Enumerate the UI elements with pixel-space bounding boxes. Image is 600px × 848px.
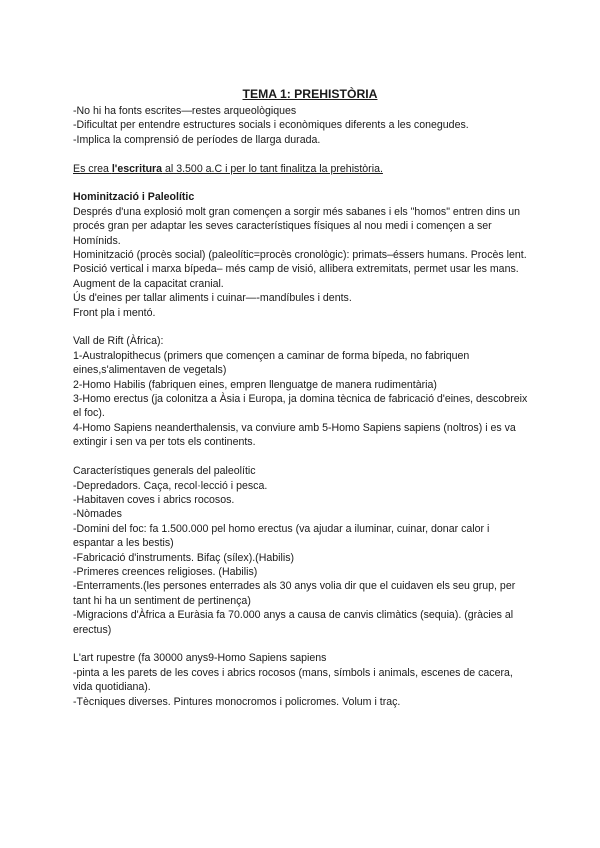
- list-item: -Nòmades: [73, 508, 122, 521]
- section-heading-hominization: Hominització i Paleolític: [73, 191, 195, 204]
- intro-line: -Dificultat per entendre estructures socials i econòmiques diferents a les conegudes.: [73, 119, 469, 132]
- section-heading-rift: Vall de Rift (Àfrica):: [73, 335, 164, 348]
- spacer: [73, 176, 533, 190]
- spacer: [73, 147, 533, 161]
- list-item: 4-Homo Sapiens neanderthalensis, va conviure amb 5-Homo Sapiens sapiens (noltros) i es va extingir i sen va per tots els continents.: [73, 421, 516, 449]
- paragraph: Hominització (procès social) (paleolític=procès cronològic): primats–éssers humans. Procès lent.: [73, 249, 527, 262]
- list-item: -Enterraments.(les persones enterrades als 30 anys volia dir que el cuidaven els seu grup, per tant hi ha un sentiment de pertinença): [73, 580, 516, 607]
- page-title: TEMA 1: PREHISTÒRIA: [242, 87, 378, 101]
- spacer: [73, 450, 533, 464]
- list-item: 2-Homo Habilis (fabriquen eines, empren llenguatge de manera rudimentària): [73, 378, 437, 391]
- writing-before: Es crea: [73, 162, 112, 175]
- intro-line: -No hi ha fonts escrites—restes arqueològiques: [73, 105, 297, 117]
- section-heading-art: L'art rupestre (fa 30000 anys9-Homo Sapiens sapiens: [73, 652, 327, 665]
- paragraph: Després d'una explosió molt gran començen a sorgir més sabanes i els "homos" entren dins un procés gran per adaptar les seves característiques físiques al nou medi i començen a ser Homínids.: [73, 205, 521, 247]
- document-page: [73, 86, 533, 709]
- spacer: [73, 320, 533, 334]
- list-item: -Migracions d'Àfrica a Euràsia fa 70.000 anys a causa de canvis climàtics (sequia). (gràcies al erectus): [73, 609, 514, 636]
- section-heading-paleolithic: Característiques generals del paleolític: [73, 465, 256, 478]
- paragraph: Posició vertical i marxa bípeda– més camp de visió, allibera extremitats, permet usar les mans. Augment de la capacitat cranial.: [73, 263, 519, 290]
- spacer: [73, 637, 533, 651]
- writing-sentence: [73, 162, 533, 176]
- list-item: 3-Homo erectus (ja colonitza a Àsia i Europa, ja domina tècnica de fabricació d'eines, descobreix el foc).: [73, 393, 528, 420]
- list-item: 1-Australopithecus (primers que començen a caminar de forma bípeda, no fabriquen eines,s'alimentaven de vegetals): [73, 349, 470, 377]
- list-item: -Fabricació d'instruments. Bifaç (sílex).(Habilis): [73, 551, 295, 564]
- writing-bold: l'escritura: [111, 162, 163, 175]
- list-item: -Tècniques diverses. Pintures monocromos i policromes. Volum i traç.: [73, 695, 401, 708]
- list-item: -Primeres creences religioses. (Habilis): [73, 565, 258, 578]
- writing-after: al 3.500 a.C i per lo tant finalitza la prehistòria.: [162, 162, 383, 175]
- list-item: -Depredadors. Caça, recol·lecció i pesca.: [73, 479, 268, 492]
- intro-line: -Implica la comprensió de períodes de llarga durada.: [73, 133, 321, 146]
- paragraph: Ús d'eines per tallar aliments i cuinar—-mandíbules i dents.: [73, 292, 352, 305]
- paragraph: Front pla i mentó.: [73, 306, 156, 319]
- list-item: -Domini del foc: fa 1.500.000 pel homo erectus (va ajudar a iluminar, cuinar, donar calor i espantar a les bestis): [73, 522, 490, 550]
- list-item: -pinta a les parets de les coves i abrics rocosos (mans, símbols i animals, escenes de cacera, vida quotidiana).: [73, 666, 513, 694]
- list-item: -Habitaven coves i abrics rocosos.: [73, 493, 235, 506]
